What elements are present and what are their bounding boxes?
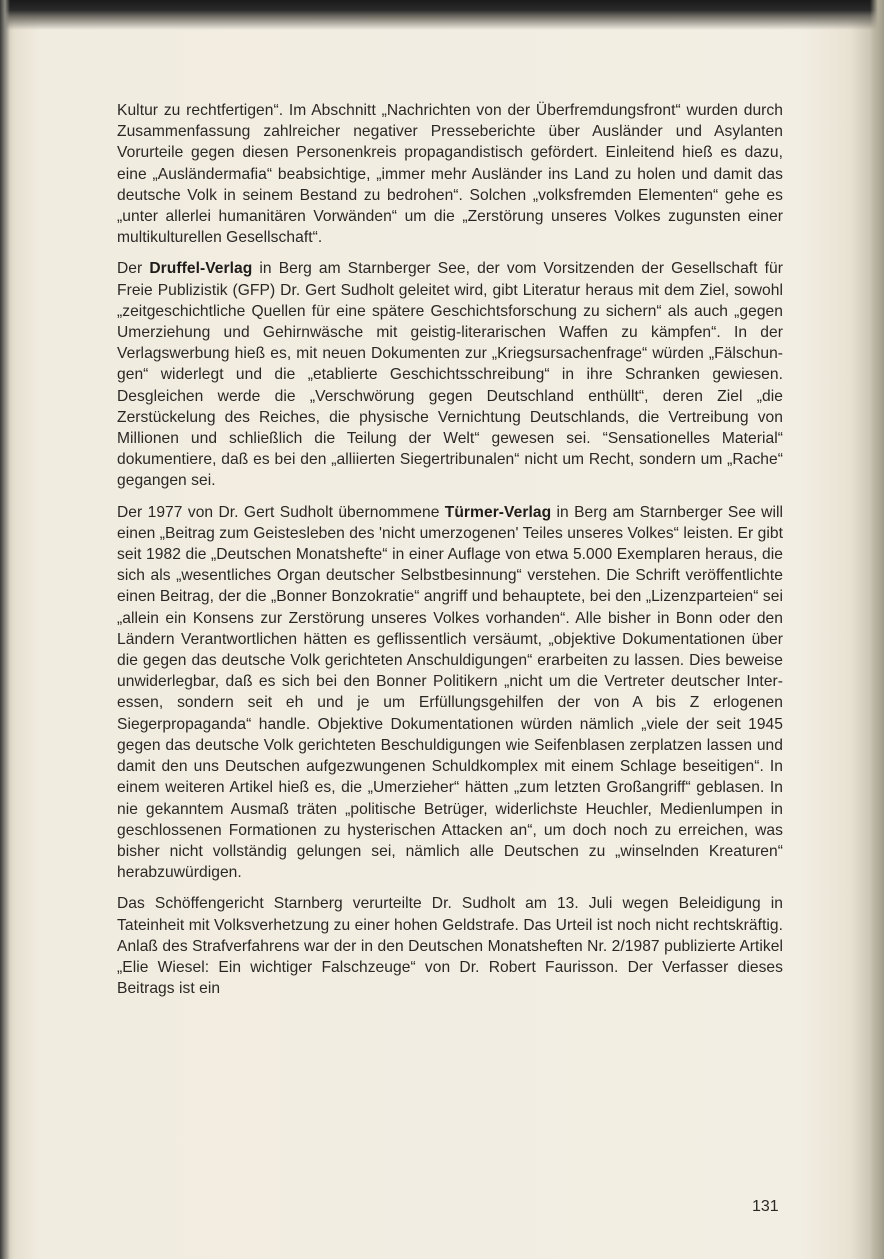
text-segment: Das Schöffengericht Starnberg verurteilte Dr. Sudholt am 13. Juli wegen Beleidigung in Tateinheit mit Volksverhetzung zu einer hohen Geldstrafe. Das Urteil ist noch nicht rechtskräftig. Anlaß des Strafverfahrens war der in den Deutschen Monatsheften Nr. 2/1987 publizierte Artikel „Elie Wiesel: Ein wichtiger Falschzeuge“ von Dr. Robert Faurisson. Der Verfasser dieses Beitrags ist ein <box>117 895 783 998</box>
publisher-name-druffel: Druffel-Verlag <box>149 260 253 278</box>
text-segment: Der <box>117 260 150 278</box>
text-segment: in Berg am Starnberger See, der vom Vorsitzenden der Gesellschaft für Freie Publizistik (GFP) Dr. Gert Sudholt geleitet wird, gibt Literatur heraus mit dem Ziel, sowohl „zeitgeschichtliche Quellen für eine spätere Geschichtsforschung zu sichern“ als auch „gegen Umerziehung und Gehirnwäsche mit geistig-literarischen Waffen zu kämpfen“. In der Verlagswerbung hieß es, mit neuen Dokumenten zur „Kriegsursachenfrage“ würden „Fälschungen“ widerlegt und die „etablierte Geschichtsschreibung“ in ihre Schranken gewiesen. Desgleichen werde die „Verschwörung gegen Deutschland enthüllt“, deren Ziel „die Zerstückelung des Reiches, die physische Vernichtung Deutschlands, die Vertreibung von Millionen und schließlich die Teilung der Welt“ gewesen sei. “Sensationelles Material“ dokumentiere, daß es bei den „alliierten Siegertribunalen“ nicht um Recht, sondern um „Rache“ gegangen sei. <box>117 260 783 490</box>
page-number: 131 <box>752 1198 779 1215</box>
paragraph-4 <box>117 893 783 999</box>
text-segment: Der 1977 von Dr. Gert Sudholt übernommene <box>117 503 445 521</box>
publisher-name-tuermer: Türmer-Verlag <box>444 503 552 521</box>
paragraph-3 <box>117 502 783 884</box>
body-text <box>117 100 783 1009</box>
scan-left-edge <box>0 0 10 1259</box>
paragraph-1 <box>117 100 783 248</box>
scan-right-edge <box>870 0 884 1259</box>
text-segment: Kultur zu rechtfertigen“. Im Abschnitt „Nachrichten von der Überfremdungsfront“ wurden durch Zusammenfassung zahlreicher negativer Presseberichte über Ausländer und Asylanten Vorurteile gegen diesen Personenkreis propagandistisch gefördert. Einleitend hieß es dazu, eine „Ausländermafia“ beabsichtige, „immer mehr Ausländer ins Land zu holen und damit das deutsche Volk in seinem Bestand zu bedrohen“. Solchen „volksfremden Elementen“ gehe es „unter allerlei humanitären Vorwänden“ um die „Zerstörung unseres Volkes zugunsten einer multikulturellen Gesellschaft“. <box>117 102 783 247</box>
scan-top-edge <box>0 0 884 30</box>
paragraph-2 <box>117 258 783 491</box>
text-segment: in Berg am Starnberger See will einen „Beitrag zum Geistesleben des 'nicht umerzogenen' Teiles unseres Volkes“ leisten. Er gibt seit 1982 die „Deutschen Monatshefte“ in einer Auflage von etwa 5.000 Exemplaren heraus, die sich als „wesentliches Organ deutscher Selbstbesinnung“ verstehen. Die Schrift veröffentlichte einen Beitrag, der die „Bonner Bonzokratie“ angriff und behauptete, bei den „Lizenzparteien“ sei „allein ein Konsens zur Zerstörung unseres Volkes vorhanden“. Alle bisher in Bonn oder den Ländern Verantwortlichen hätten es geflissentlich versäumt, „objektive Dokumentationen über die gegen das deutsche Volk gerichteten Anschuldigungen“ erarbeiten zu lassen. Dies beweise unwiderlegbar, daß es sich bei den Bonner Politikern „nicht um die Vertreter deutscher Interessen, sondern seit eh und je um Erfüllungsgehilfen der von A bis Z erlogenen Siegerpropaganda“ handle. Objektive Dokumentationen würden nämlich „viele der seit 1945 gegen das deutsche Volk gerichteten Beschuldigungen wie Seifenblasen zerplatzen lassen und damit den uns Deutschen aufgezwungenen Schuldkomplex mit einem Schlage beseitigen“. In einem weiteren Artikel hieß es, die „Umerzieher“ hätten „zum letzten Großangriff“ geblasen. In nie gekanntem Ausmaß träten „politische Betrüger, widerlichste Heuchler, Medienlumpen in geschlossenen Formationen zu hysterischen Attacken an“, um doch noch zu erreichen, was bisher nicht vollständig gelungen sei, nämlich alle Deutschen zu „winselnden Kreaturen“ herabzuwürdigen. <box>117 503 783 882</box>
